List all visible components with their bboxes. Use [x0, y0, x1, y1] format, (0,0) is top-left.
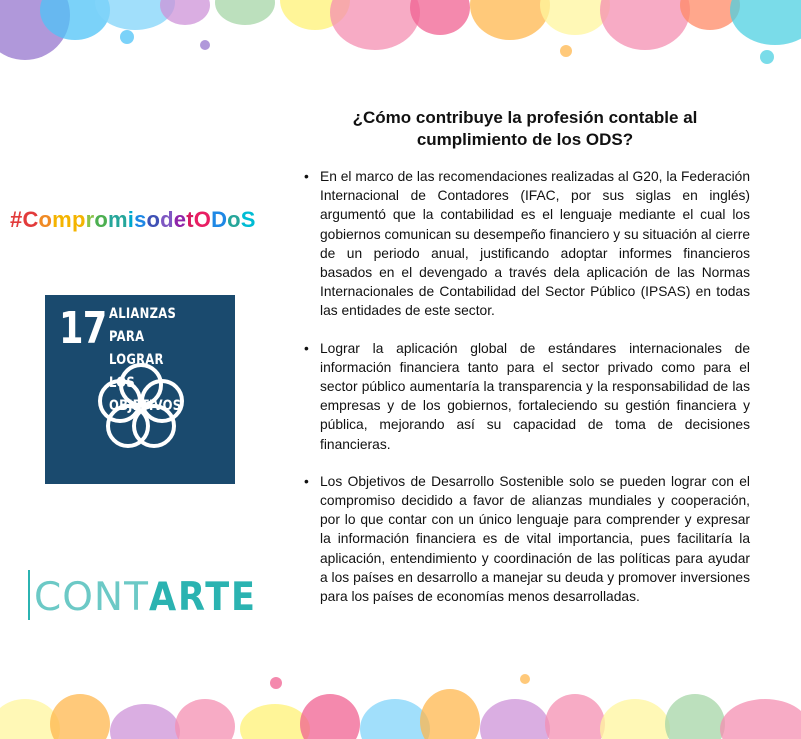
hashtag-letter: m: [52, 207, 72, 232]
hashtag-letter: t: [186, 207, 194, 232]
paint-splash-bottom: [0, 659, 801, 739]
contarte-logo: [28, 570, 269, 620]
hashtag-letter: O: [193, 207, 212, 232]
list-item: • Los Objetivos de Desarrollo Sostenible solo se pueden lograr con el compromiso decidido a favor de alianzas mundiales y cooperación, por lo que contar con un único lenguaje para comprender y expresar la información financiera es de vital importancia, pues facilitaría la aplicación, entendimiento y coordinación de las políticas para ayudar a los países en desarrollo a manejar su deuda y promover inversiones para los países de economías menos desarrolladas.: [300, 472, 750, 606]
hashtag-letter: C: [22, 207, 39, 232]
hashtag-letter: o: [94, 207, 108, 232]
hashtag-letter: o: [38, 207, 53, 232]
hashtag-letter: r: [85, 207, 95, 232]
hashtag-letter: o: [227, 207, 241, 232]
list-item: • En el marco de las recomendaciones realizadas al G20, la Federación Internacional de Contadores (IFAC, por sus siglas en inglés) argumentó que la contabilidad es el lenguaje mediante el cual los gobiernos comunican su desempeño financiero y su situación al cierre de un periodo anual, justificando adoptar informes financieros basados en el devengado a través dela aplicación de las Normas Internacionales de Contabilidad del Sector Público (IPSAS) en todas las entidades de este sector.: [300, 167, 750, 321]
sdg-17-tile: [45, 295, 235, 484]
hashtag-letter: p: [71, 207, 86, 232]
five-rings-icon: [93, 359, 189, 455]
hashtag-letter: S: [240, 207, 256, 232]
sdg-label: ALIANZAS PARA LOGRAR LOS OBJETIVOS: [109, 306, 182, 414]
list-item: • Lograr la aplicación global de estándares internacionales de información financiera tanto para el sector privado como para el sector público aumentaría la transparencia y la responsabilidad de las empresas y de los gobiernos, fortaleciendo su gestión financiera y pública, mejorando así su capacidad de toma de decisiones financieras.: [300, 339, 750, 454]
logo-text-arte: ARTE: [148, 575, 257, 620]
logo-bar: [28, 570, 30, 620]
hashtag-compromiso: [10, 207, 256, 233]
paint-splash-top: [0, 0, 801, 90]
sdg-number: 17: [59, 303, 107, 354]
logo-text-cont: CONT: [34, 575, 149, 620]
hashtag-letter: o: [146, 207, 161, 232]
article-title: ¿Cómo contribuye la profesión contable al cumplimiento de los ODS?: [352, 108, 698, 149]
hashtag-letter: s: [134, 207, 147, 232]
hashtag-letter: i: [127, 207, 135, 232]
article-body: [300, 167, 750, 624]
hashtag-letter: D: [211, 207, 228, 232]
hashtag-letter: e: [173, 207, 187, 232]
hashtag-letter: d: [160, 207, 174, 232]
hashtag-letter: #: [10, 207, 23, 232]
hashtag-letter: m: [107, 207, 128, 232]
